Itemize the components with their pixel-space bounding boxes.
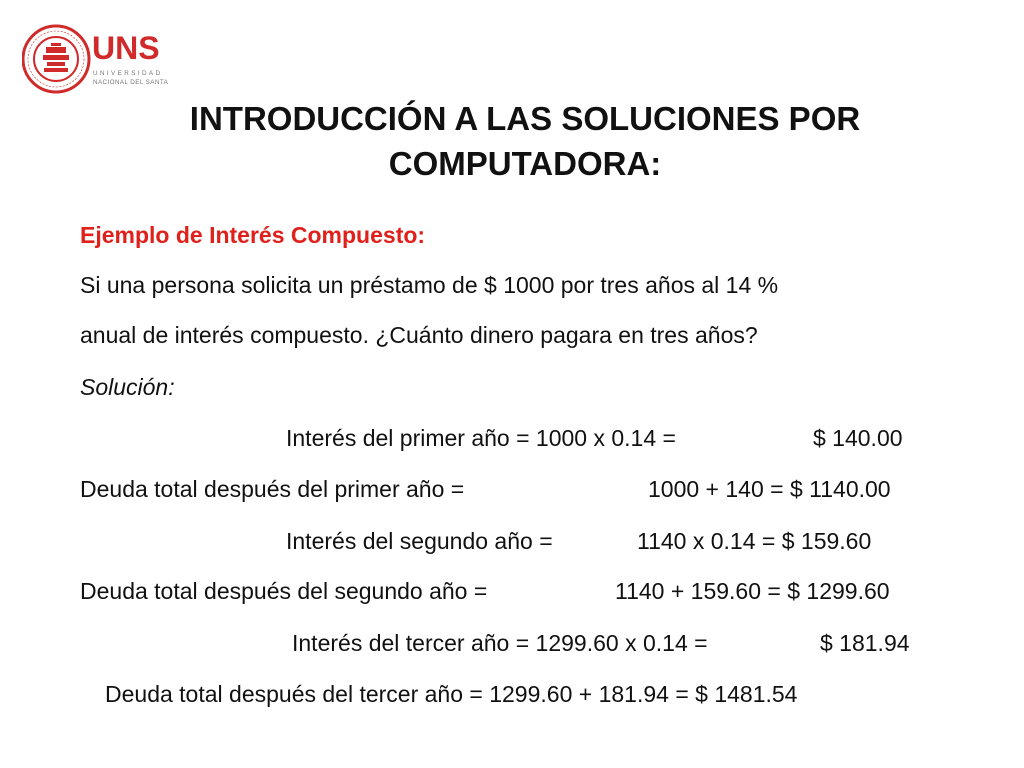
debt-year2-label: Deuda total después del segundo año = bbox=[80, 578, 488, 604]
page-title bbox=[0, 96, 1024, 186]
interest-year2-value: 1140 x 0.14 = $ 159.60 bbox=[637, 528, 872, 554]
debt-year2-value: 1140 + 159.60 = $ 1299.60 bbox=[615, 578, 890, 604]
problem-line-2: anual de interés compuesto. ¿Cuánto dinero pagara en tres años? bbox=[80, 322, 758, 348]
interest-year2-label: Interés del segundo año = bbox=[286, 528, 553, 554]
university-logo bbox=[22, 22, 172, 96]
debt-year1-value: 1000 + 140 = $ 1140.00 bbox=[648, 476, 891, 502]
title-line-2: COMPUTADORA: bbox=[388, 145, 662, 182]
logo-nacional-text: NACIONAL DEL SANTA bbox=[93, 79, 169, 86]
debt-year1-label: Deuda total después del primer año = bbox=[80, 476, 465, 502]
logo-uns-text: UNS bbox=[92, 30, 160, 66]
interest-year1-value: $ 140.00 bbox=[813, 425, 903, 451]
debt-year3-total: Deuda total después del tercer año = 1299.60 + 181.94 = $ 1481.54 bbox=[105, 681, 798, 707]
logo-university-text: UNIVERSIDAD bbox=[93, 70, 163, 77]
example-heading: Ejemplo de Interés Compuesto: bbox=[80, 222, 426, 248]
interest-year3-label: Interés del tercer año = 1299.60 x 0.14 = bbox=[292, 630, 708, 656]
interest-year1-label: Interés del primer año = 1000 x 0.14 = bbox=[286, 425, 676, 451]
interest-year3-value: $ 181.94 bbox=[820, 630, 910, 656]
problem-line-1: Si una persona solicita un préstamo de $ 1000 por tres años al 14 % bbox=[80, 272, 779, 298]
solution-label: Solución: bbox=[80, 374, 175, 400]
title-line-1: INTRODUCCIÓN A LAS SOLUCIONES POR bbox=[189, 100, 861, 137]
university-seal-icon bbox=[22, 22, 92, 96]
